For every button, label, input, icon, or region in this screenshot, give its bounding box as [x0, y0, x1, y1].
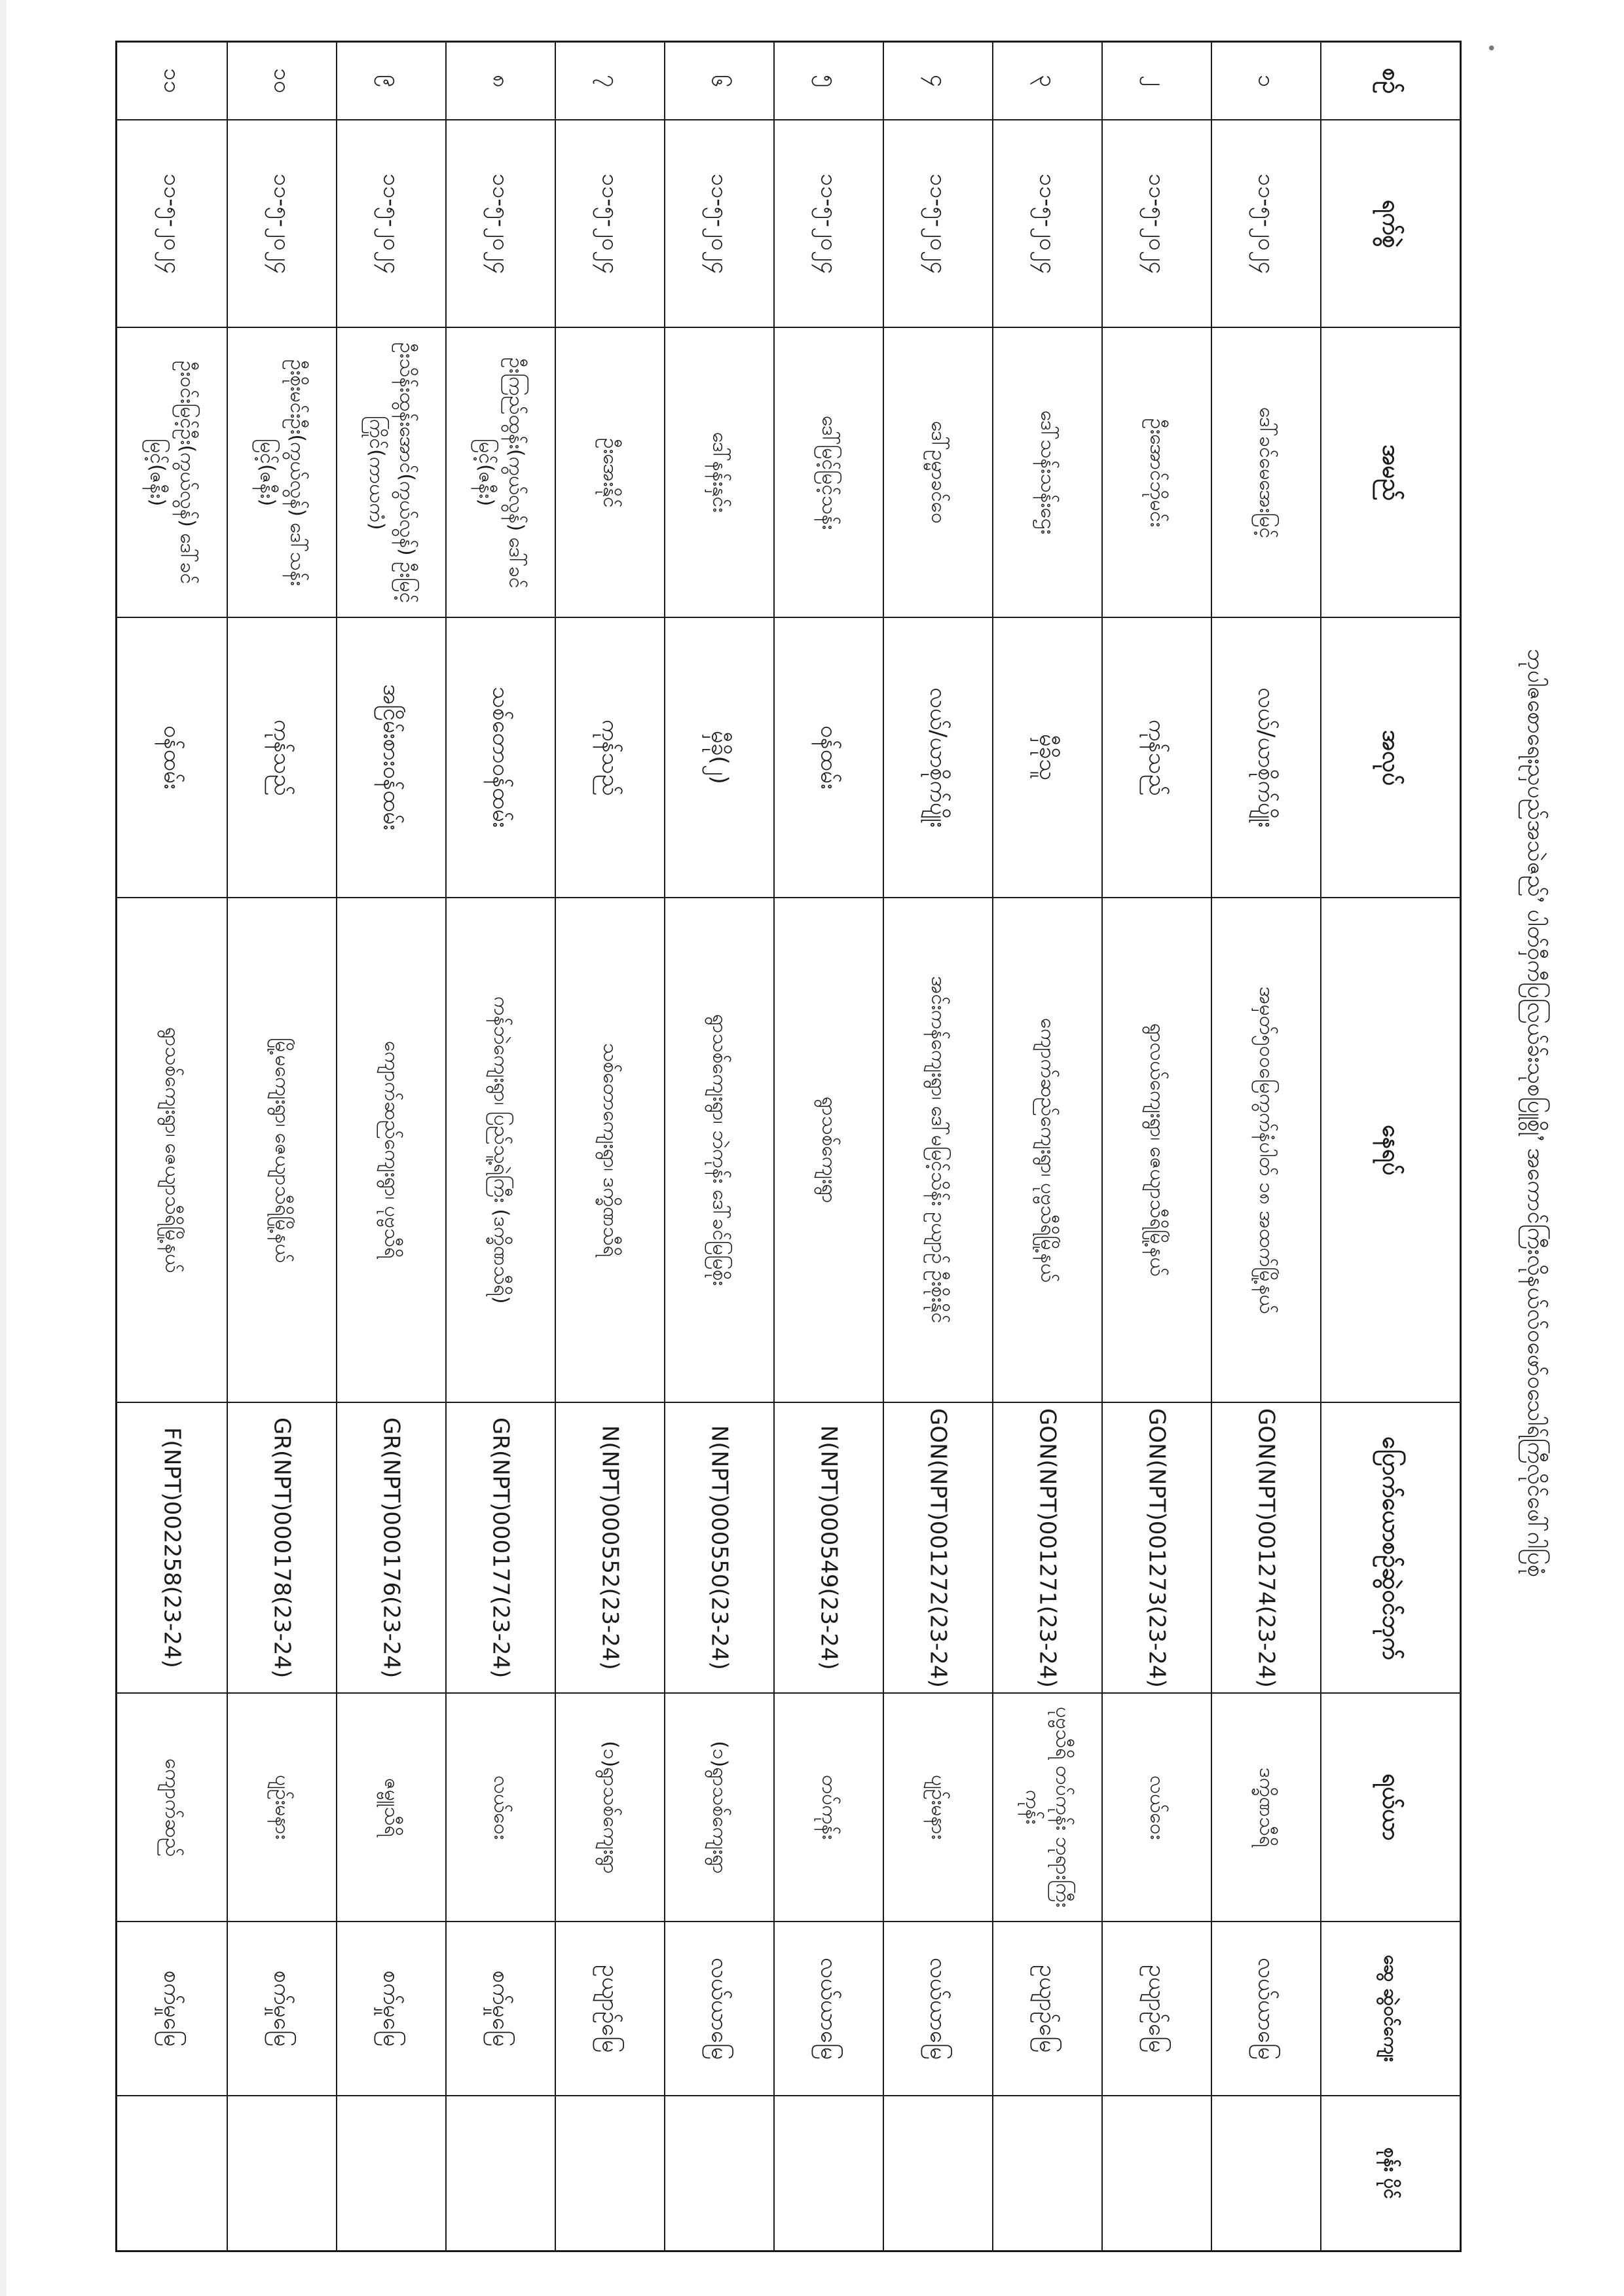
row-name: ဒေါ်နန်းနှင်း	[665, 328, 773, 618]
row-name: ဒေါ်ခင်မေအေးမြင့်	[1212, 328, 1320, 618]
row-remark	[556, 2096, 664, 2250]
row-date: ၁၁-၅-၂၀၂၄	[1103, 120, 1211, 328]
row-reg-no: N(NPT)000552(23-24)	[556, 1403, 664, 1694]
table-row	[555, 43, 664, 2250]
row-reg-no: GR(NPT)000176(23-24)	[337, 1403, 445, 1694]
row-name: ဦးကြည်ထွန်း(ကွယ်လွန်) ဒေါ်ခင်မြင့်(ဇနီး)	[447, 328, 555, 618]
header-no: စဉ်	[1321, 43, 1460, 120]
header-name: အမည်	[1321, 328, 1460, 618]
row-area: လယ်ဝေး	[1103, 1694, 1211, 1922]
table-row	[117, 43, 227, 2250]
row-job: ကုန်သည်	[1103, 618, 1211, 898]
table-row	[992, 43, 1101, 2250]
row-address: အမှတ်၅၀၀မြေကွက်နံပါတ် ၁၈ အထက်မြို့နယ်	[1212, 898, 1320, 1404]
row-type: စက်မှုမြေ	[117, 1922, 227, 2097]
row-reg-no: GON(NPT)001272(23-24)	[884, 1403, 992, 1694]
row-remark	[665, 2096, 773, 2250]
scan-edge-shadow	[0, 0, 7, 2296]
row-name: ဦးဝင်းမြင့်ဦး(ကွယ်လွန်) ဒေါ်ခင်မြင့်(ဇနီး)	[117, 328, 227, 618]
row-date: ၁၁-၅-၂၀၂၄	[447, 120, 555, 328]
header-job: အလုပ်	[1321, 618, 1460, 898]
row-area: လယ်ဝေး	[447, 1694, 555, 1922]
row-area: ဇမ္ဗူသီရိ	[337, 1694, 445, 1922]
row-type: စက်မှုမြေ	[337, 1922, 445, 2097]
table-row	[664, 43, 773, 2250]
row-address: ကန်ဘဲကျေးရွာ၊ ပြည်သူ့ရဲကြီး (ဒက္ခိဏသီရိ)	[447, 898, 555, 1404]
row-no: ၁၁	[117, 43, 227, 120]
table-row	[1211, 43, 1320, 2250]
row-reg-no: GON(NPT)001274(23-24)	[1212, 1403, 1320, 1694]
row-no: ၇	[556, 43, 664, 120]
row-job: ကုန်သည်	[228, 618, 336, 898]
row-name: ဦးစိုးမင်းဦး(ကွယ်လွန်) ဒေါ်သန်းမြင့်(ဇနီး)	[228, 328, 336, 618]
row-job: လယ်/ယာစိုက်ပျိုး	[1212, 618, 1320, 898]
row-name: ဦးအောင်ဘိုမင်း	[1103, 328, 1211, 618]
row-date: ၁၁-၅-၂၀၂၄	[117, 120, 227, 328]
row-job: ဝန်ထမ်း	[775, 618, 883, 898]
header-type: ဆွေ ဆွဲဝင်ကျေး	[1321, 1922, 1460, 2097]
row-area: ပျဉ်းမနား	[884, 1694, 992, 1922]
table-row	[227, 43, 336, 2250]
row-no: ၆	[665, 43, 773, 120]
row-remark	[1103, 2096, 1211, 2250]
row-name: ဒေါ်ဥမ္မာခင်ဝေ	[884, 328, 992, 618]
row-address: ရွာလယ်ကျေးရွာ၊ ဇေယျာသီရိမြို့နယ်	[1103, 898, 1211, 1404]
header-address: နေရပ်	[1321, 898, 1460, 1404]
row-type: လယ်ယာမြေ	[665, 1922, 773, 2097]
row-remark	[775, 2096, 883, 2250]
row-date: ၁၁-၅-၂၀၂၄	[775, 120, 883, 328]
header-remark: စုန်း ပိုင်	[1380, 2147, 1402, 2199]
row-address: မြို့မကျေးရွာ၊ ဇေယျာသီရိမြို့နယ်	[228, 898, 336, 1404]
page-title: ဘုပါဇစောရေးညှပည်အသဲဇည်ႛ ပါတ်ဝှီကီပြလြယ်ခ်းသုစပြူစွိုႛ အကောင်ကြီးလိုနယ်လ်ဝဖော်ဝသေါရ်ကြီလိုင်ဖေါ်ဂါပြစုံ	[1522, 648, 1549, 1578]
row-remark	[117, 2096, 227, 2250]
row-job: ကုန်သည်	[556, 618, 664, 898]
row-no: ၁	[1212, 43, 1320, 120]
row-address: ကျောက်ဆည်ကျေးရွာ၊ ပုဗ္ဗသီရိမြို့နယ်	[993, 898, 1101, 1404]
row-date: ၁၁-၅-၂၀၂၄	[228, 120, 336, 328]
row-name: ဦးသိန်းထွန်းအောင်(ကွယ်လွန်) ဦးမြင့်ကြိုင်(ကာယကံ)	[337, 328, 445, 618]
edge-mark: •	[1486, 39, 1497, 59]
row-reg-no: N(NPT)000549(23-24)	[775, 1403, 883, 1694]
row-job: ဝန်ထမ်း	[117, 618, 227, 898]
header-reg-no: ပြောက်ယောစဉ်ဆွဲဝင်ဘုက်	[1321, 1403, 1460, 1694]
row-date: ၁၁-၅-၂၀၂၄	[556, 120, 664, 328]
row-no: ၅	[775, 43, 883, 120]
header-date: ရက်စွဲ	[1321, 120, 1460, 328]
row-job: မှီခို(၂)	[665, 618, 773, 898]
row-remark	[447, 2096, 555, 2250]
row-job: လယ်/ယာစိုက်ပျိုး	[884, 618, 992, 898]
row-type: လယ်ယာမြေ	[1212, 1922, 1320, 2097]
row-reg-no: GR(NPT)000177(23-24)	[447, 1403, 555, 1694]
row-address: သစ်တောကျေးရွာ၊ ဒက္ခိဏသီရိ	[556, 898, 664, 1404]
table-header-row	[1320, 43, 1460, 2250]
table-row	[1101, 43, 1211, 2250]
row-name: ဒေါ်မြင့်မြင့်သန်း	[775, 328, 883, 618]
row-name: ဒေါ်သန်းသန်းဌေး	[993, 328, 1101, 618]
row-remark	[337, 2096, 445, 2250]
row-name: ဦးအေးနိုင်	[556, 328, 664, 618]
row-reg-no: GON(NPT)001273(23-24)	[1103, 1403, 1211, 1694]
row-reg-no: GON(NPT)001271(23-24)	[993, 1403, 1101, 1694]
row-type: လယ်ယာမြေ	[775, 1922, 883, 2097]
row-reg-no: F(NPT)002258(23-24)	[117, 1403, 227, 1694]
row-job: အငြိမ်းစားဝန်ထမ်း	[337, 618, 445, 898]
row-area: ကျောက်ဆည်	[117, 1694, 227, 1922]
row-date: ၁၁-၅-၂၀၂၄	[884, 120, 992, 328]
row-reg-no: N(NPT)000550(23-24)	[665, 1403, 773, 1694]
row-no: ၂	[1103, 43, 1211, 120]
row-date: ၁၁-၅-၂၀၂၄	[1212, 120, 1320, 328]
row-date: ၁၁-၅-၂၀၂၄	[993, 120, 1101, 328]
row-type: လယ်ယာမြေ	[884, 1922, 992, 2097]
row-reg-no: GR(NPT)000178(23-24)	[228, 1403, 336, 1694]
row-address: ကျောက်ဆည်ကျေးရွာ၊ ပုဗ္ဗသီရိ	[337, 898, 445, 1404]
row-no: ၉	[337, 43, 445, 120]
row-address: ရွာသစ်ကျေးရွာ၊ ဘဲကုန်း ဒေါ်ခင်မြမြစိုး	[665, 898, 773, 1404]
row-no: ၄	[884, 43, 992, 120]
row-area: (၁)ရွာသစ်ကျေးရွာ	[556, 1694, 664, 1922]
row-remark	[884, 2096, 992, 2250]
header-area: ရယ်ယာ	[1321, 1694, 1460, 1922]
table-row	[883, 43, 992, 2250]
row-area: ပုဗ္ဗသီရိ တပ်ကုန်း ဘုရားကြီးကုန်း	[993, 1694, 1101, 1922]
row-area: ပျဉ်းမနား	[228, 1694, 336, 1922]
row-address: အင်းကန်ကျေးရွာ၊ ဒေါ်မမြင့်သိန်း ဥယျာဉ် ဦးစိုးနိုင်	[884, 898, 992, 1404]
table-row	[336, 43, 445, 2250]
row-job: မှီခိုသူ	[993, 618, 1101, 898]
row-area: တပ်ကုန်း	[775, 1694, 883, 1922]
row-date: ၁၁-၅-၂၀၂၄	[665, 120, 773, 328]
row-type: ဥယျာဉ်မြေ	[1103, 1922, 1211, 2097]
row-remark	[1212, 2096, 1320, 2250]
row-type: စက်မှုမြေ	[447, 1922, 555, 2097]
row-no: ၁၀	[228, 43, 336, 120]
row-no: ၈	[447, 43, 555, 120]
row-remark	[993, 2096, 1101, 2250]
row-address: ရွာသစ်ကျေးရွာ	[775, 898, 883, 1404]
row-date: ၁၁-၅-၂၀၂၄	[337, 120, 445, 328]
row-no: ၃	[993, 43, 1101, 120]
row-area: (၁)ရွာသစ်ကျေးရွာ	[665, 1694, 773, 1922]
register-table	[115, 41, 1462, 2252]
row-type: ဥယျာဉ်မြေ	[993, 1922, 1101, 2097]
table-row	[445, 43, 555, 2250]
row-type: ဥယျာဉ်မြေ	[556, 1922, 664, 2097]
row-area: ဒက္ခိဏသီရိ	[1212, 1694, 1320, 1922]
row-remark	[228, 2096, 336, 2250]
row-type: စက်မှုမြေ	[228, 1922, 336, 2097]
table-row	[773, 43, 883, 2250]
row-job: သစ်တောဝန်ထမ်း	[447, 618, 555, 898]
row-address: ရွာသစ်ကျေးရွာ၊ ဇေယျာသီရိမြို့နယ်	[117, 898, 227, 1404]
